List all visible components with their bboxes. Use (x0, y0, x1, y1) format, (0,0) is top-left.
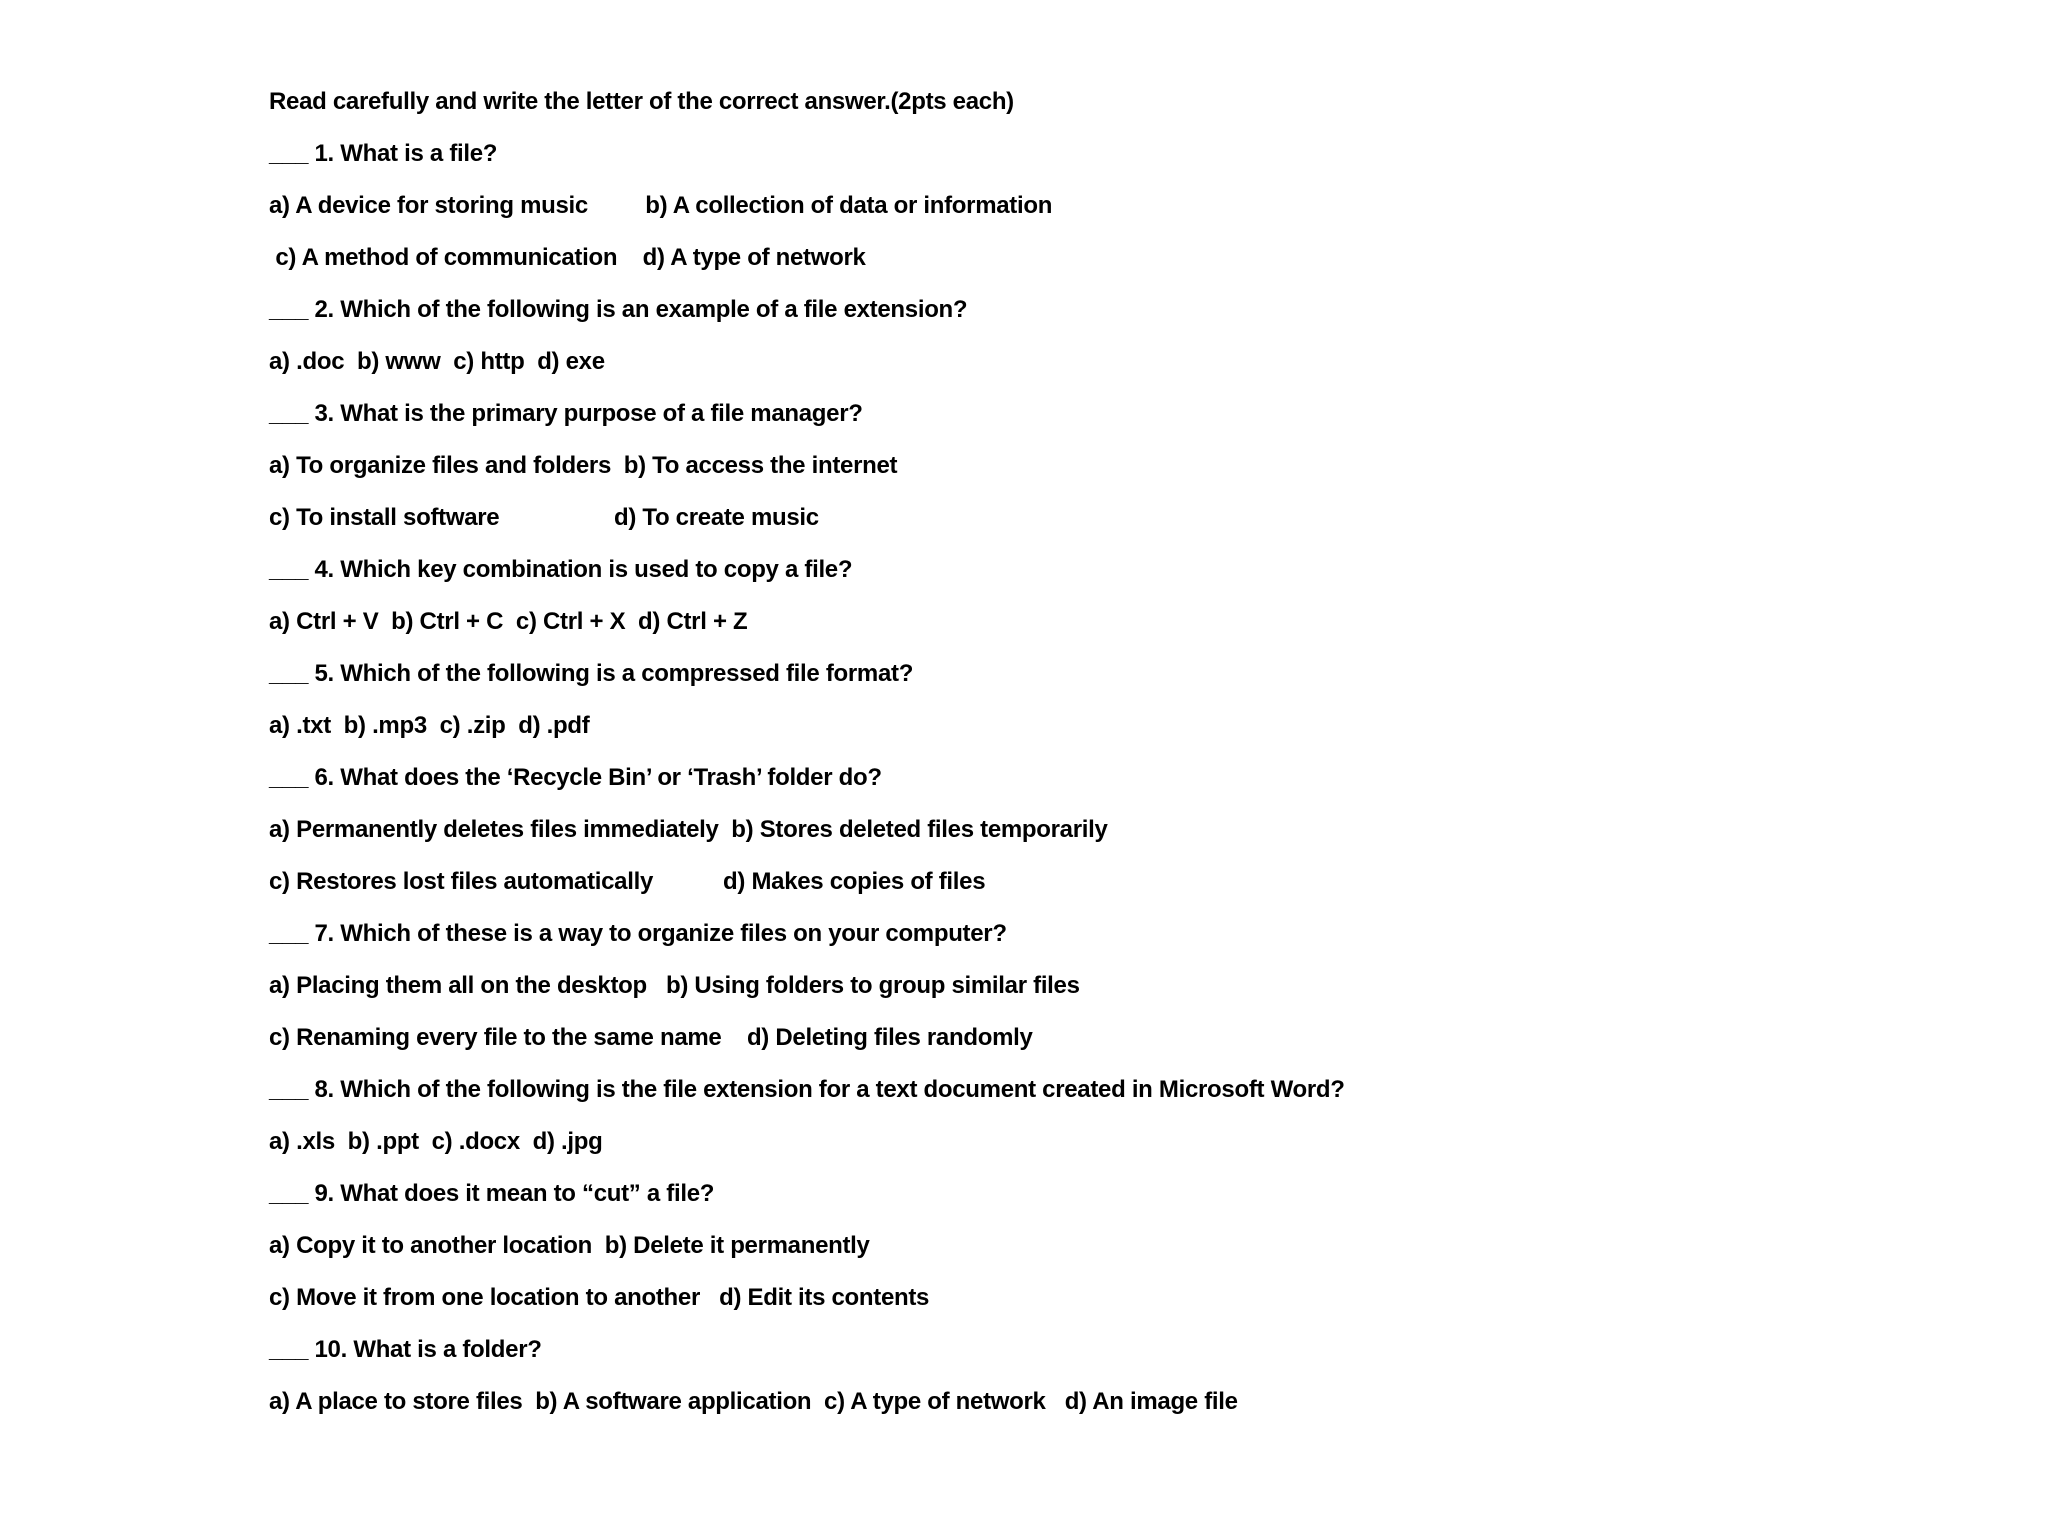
question-4-options: a) Ctrl + V b) Ctrl + C c) Ctrl + X d) Ctrl + Z (269, 608, 748, 635)
question-9: ___ 9. What does it mean to “cut” a file? (269, 1180, 715, 1207)
question-1-options-cd: c) A method of communication d) A type of network (269, 244, 866, 271)
question-1: ___ 1. What is a file? (269, 140, 498, 167)
question-9-options-ab: a) Copy it to another location b) Delete it permanently (269, 1232, 870, 1259)
question-2-options: a) .doc b) www c) http d) exe (269, 348, 605, 375)
question-10-options: a) A place to store files b) A software application c) A type of network d) An image file (269, 1388, 1238, 1415)
question-7-options-ab: a) Placing them all on the desktop b) Using folders to group similar files (269, 972, 1080, 999)
question-9-options-cd: c) Move it from one location to another d) Edit its contents (269, 1284, 930, 1311)
question-1-options-ab: a) A device for storing music b) A collection of data or information (269, 192, 1053, 219)
instructions: Read carefully and write the letter of the correct answer.(2pts each) (269, 88, 1014, 115)
question-8-options: a) .xls b) .ppt c) .docx d) .jpg (269, 1128, 603, 1155)
question-5: ___ 5. Which of the following is a compressed file format? (269, 660, 914, 687)
question-7-options-cd: c) Renaming every file to the same name d) Deleting files randomly (269, 1024, 1033, 1051)
question-3-options-cd: c) To install software d) To create music (269, 504, 819, 531)
question-3: ___ 3. What is the primary purpose of a file manager? (269, 400, 863, 427)
question-2: ___ 2. Which of the following is an example of a file extension? (269, 296, 968, 323)
question-10: ___ 10. What is a folder? (269, 1336, 542, 1363)
question-5-options: a) .txt b) .mp3 c) .zip d) .pdf (269, 712, 590, 739)
question-6: ___ 6. What does the ‘Recycle Bin’ or ‘Trash’ folder do? (269, 764, 882, 791)
question-6-options-cd: c) Restores lost files automatically d) Makes copies of files (269, 868, 986, 895)
question-3-options-ab: a) To organize files and folders b) To access the internet (269, 452, 898, 479)
question-8: ___ 8. Which of the following is the file extension for a text document created in Microsoft Word? (269, 1076, 1345, 1103)
question-7: ___ 7. Which of these is a way to organize files on your computer? (269, 920, 1007, 947)
question-6-options-ab: a) Permanently deletes files immediately b) Stores deleted files temporarily (269, 816, 1108, 843)
question-4: ___ 4. Which key combination is used to copy a file? (269, 556, 853, 583)
